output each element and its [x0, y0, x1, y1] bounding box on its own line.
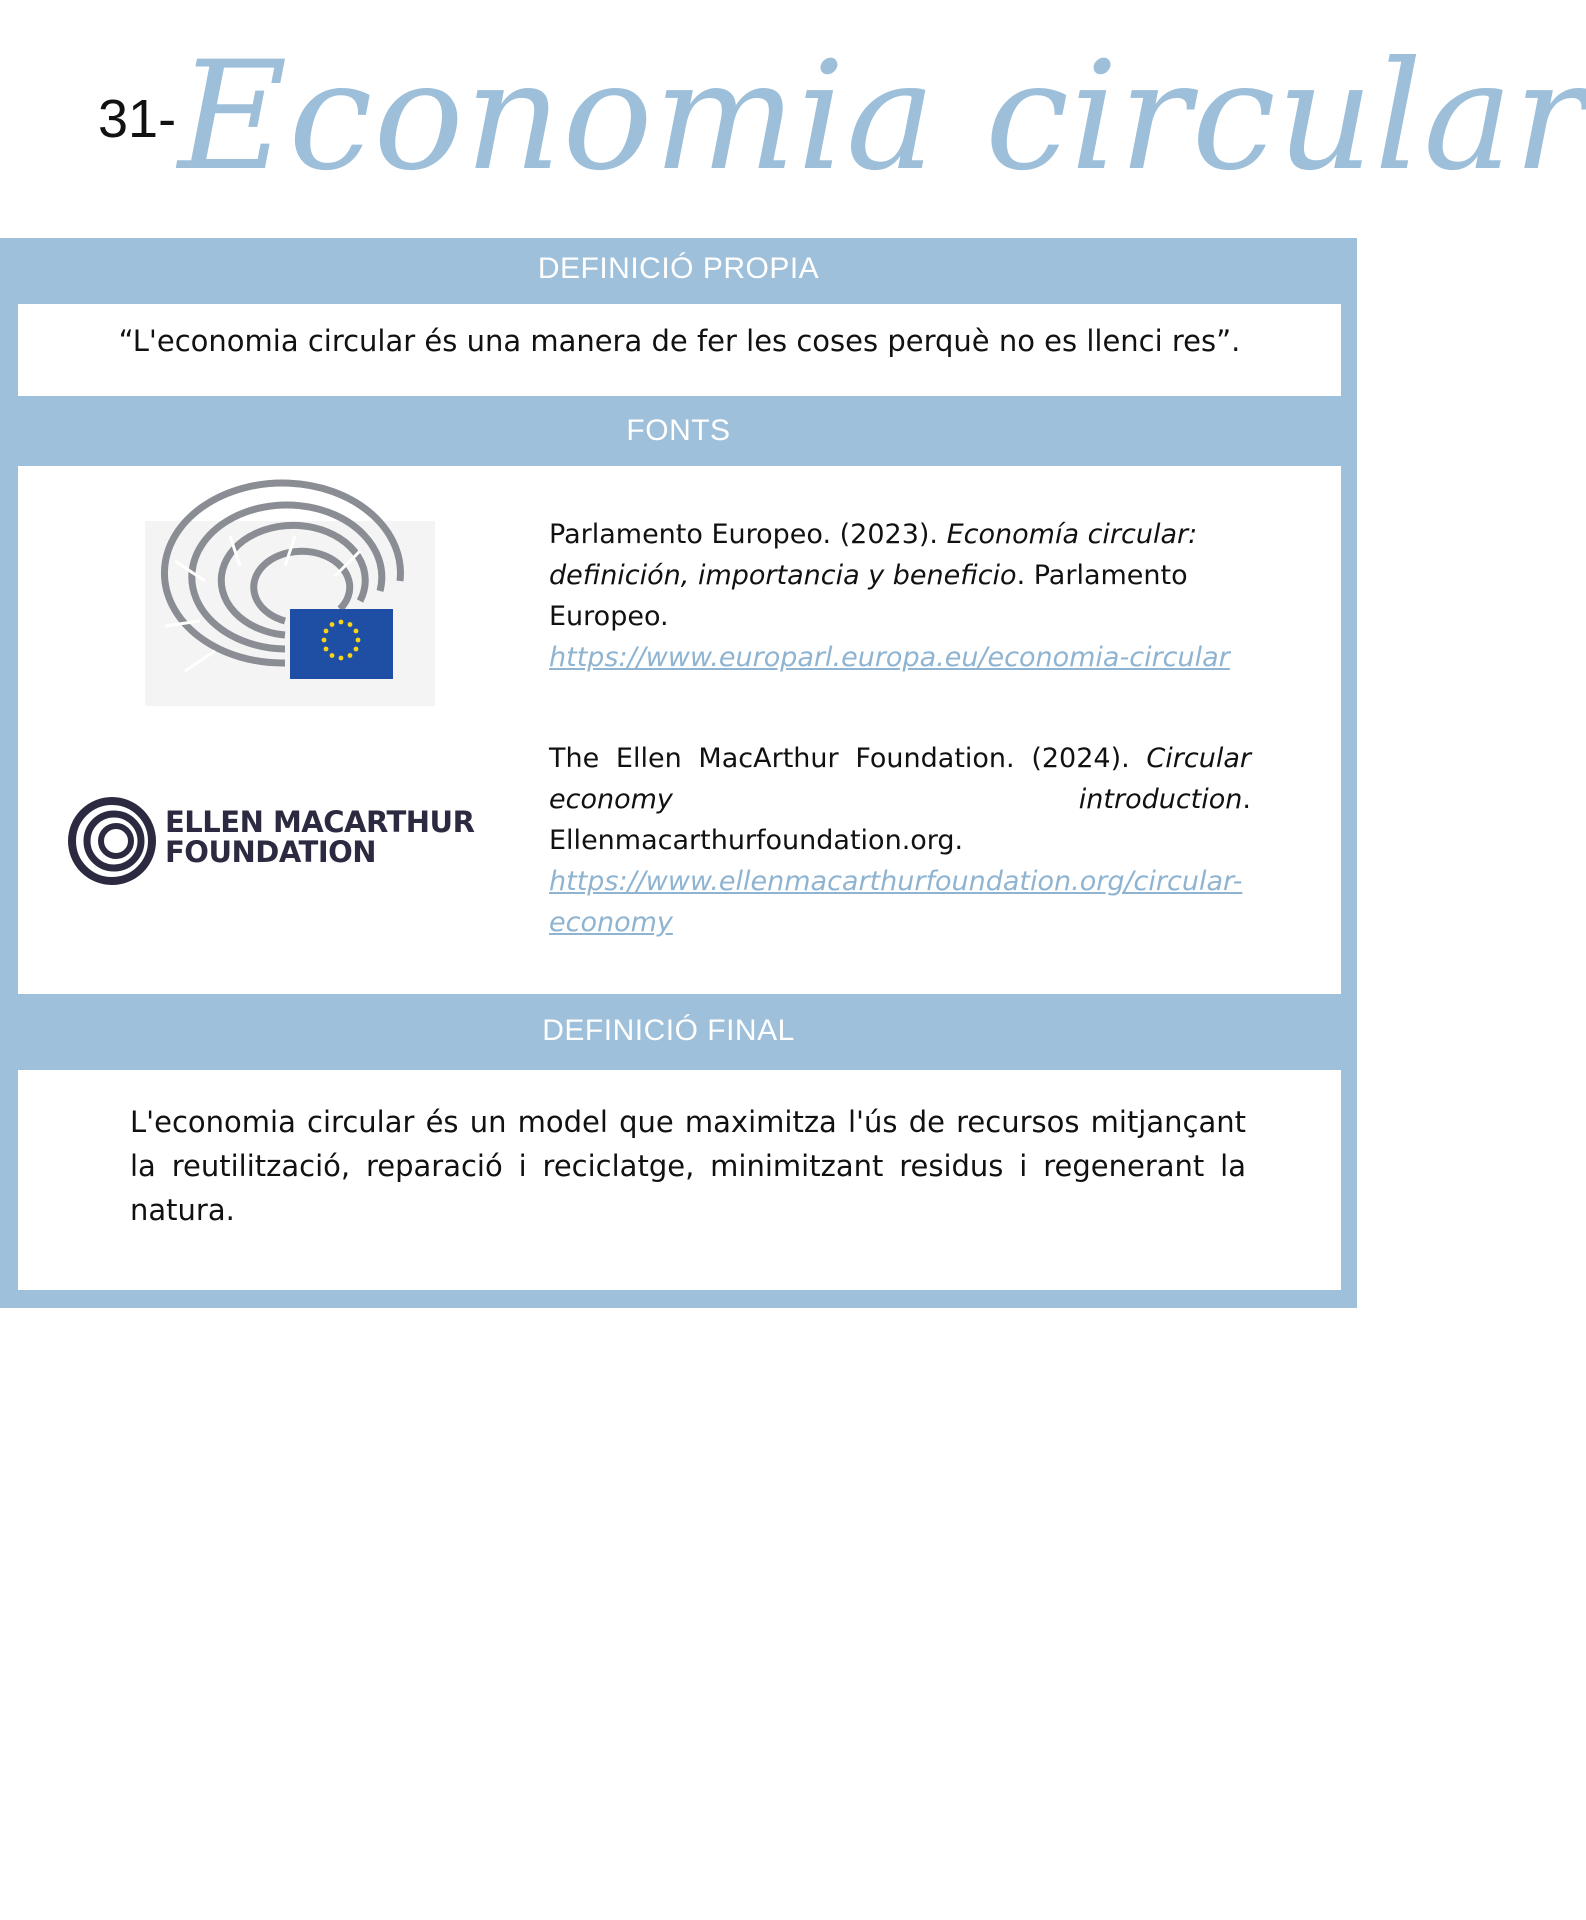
sources-panel — [18, 466, 1341, 994]
european-parliament-logo — [145, 521, 435, 706]
reference-2-title: Circular economy introduction — [549, 743, 1251, 815]
own-definition-text: “L'economia circular és una manera de fer les coses perquè no es llenci res”. — [118, 324, 1241, 358]
foundation-logo-text — [165, 807, 474, 867]
reference-1 — [549, 514, 1249, 678]
reference-2-publisher: . Ellenmacarthurfoundation.org. — [549, 784, 1251, 856]
foundation-logo-line-1: ELLEN MACARTHUR — [165, 805, 475, 839]
foundation-logo-line-2: FOUNDATION — [165, 835, 377, 869]
own-definition-panel — [18, 304, 1341, 396]
page-title: Economia circular — [178, 30, 1586, 204]
reference-2-author: The Ellen MacArthur Foundation. (2024). — [549, 743, 1130, 774]
reference-1-link[interactable]: https://www.europarl.europa.eu/economia-circular — [549, 642, 1230, 673]
reference-2-link[interactable]: https://www.ellenmacarthurfoundation.org/circular-economy — [549, 866, 1243, 938]
reference-1-title: Economía circular: definición, importancia y beneficio — [549, 519, 1198, 591]
title-row — [0, 30, 1586, 210]
content-frame — [0, 238, 1357, 1308]
ellen-macarthur-foundation-logo — [68, 791, 508, 891]
own-definition-heading: DEFINICIÓ PROPIA — [537, 252, 820, 285]
reference-2 — [549, 738, 1251, 943]
european-parliament-emblem-icon — [145, 521, 435, 706]
final-definition-heading: DEFINICIÓ FINAL — [542, 1014, 795, 1047]
page-number: 31- — [98, 89, 177, 149]
sources-heading: FONTS — [626, 414, 731, 447]
reference-1-publisher: . Parlamento Europeo. — [549, 560, 1188, 632]
foundation-rings-icon — [68, 791, 164, 891]
final-definition-text: L'economia circular és un model que maximitza l'ús de recursos mitjançant la reutilització, reparació i reciclatge, minimitzant residus i regenerant la natura. — [130, 1105, 1246, 1227]
reference-1-author: Parlamento Europeo. (2023). — [549, 519, 938, 550]
final-definition-panel — [18, 1070, 1341, 1290]
